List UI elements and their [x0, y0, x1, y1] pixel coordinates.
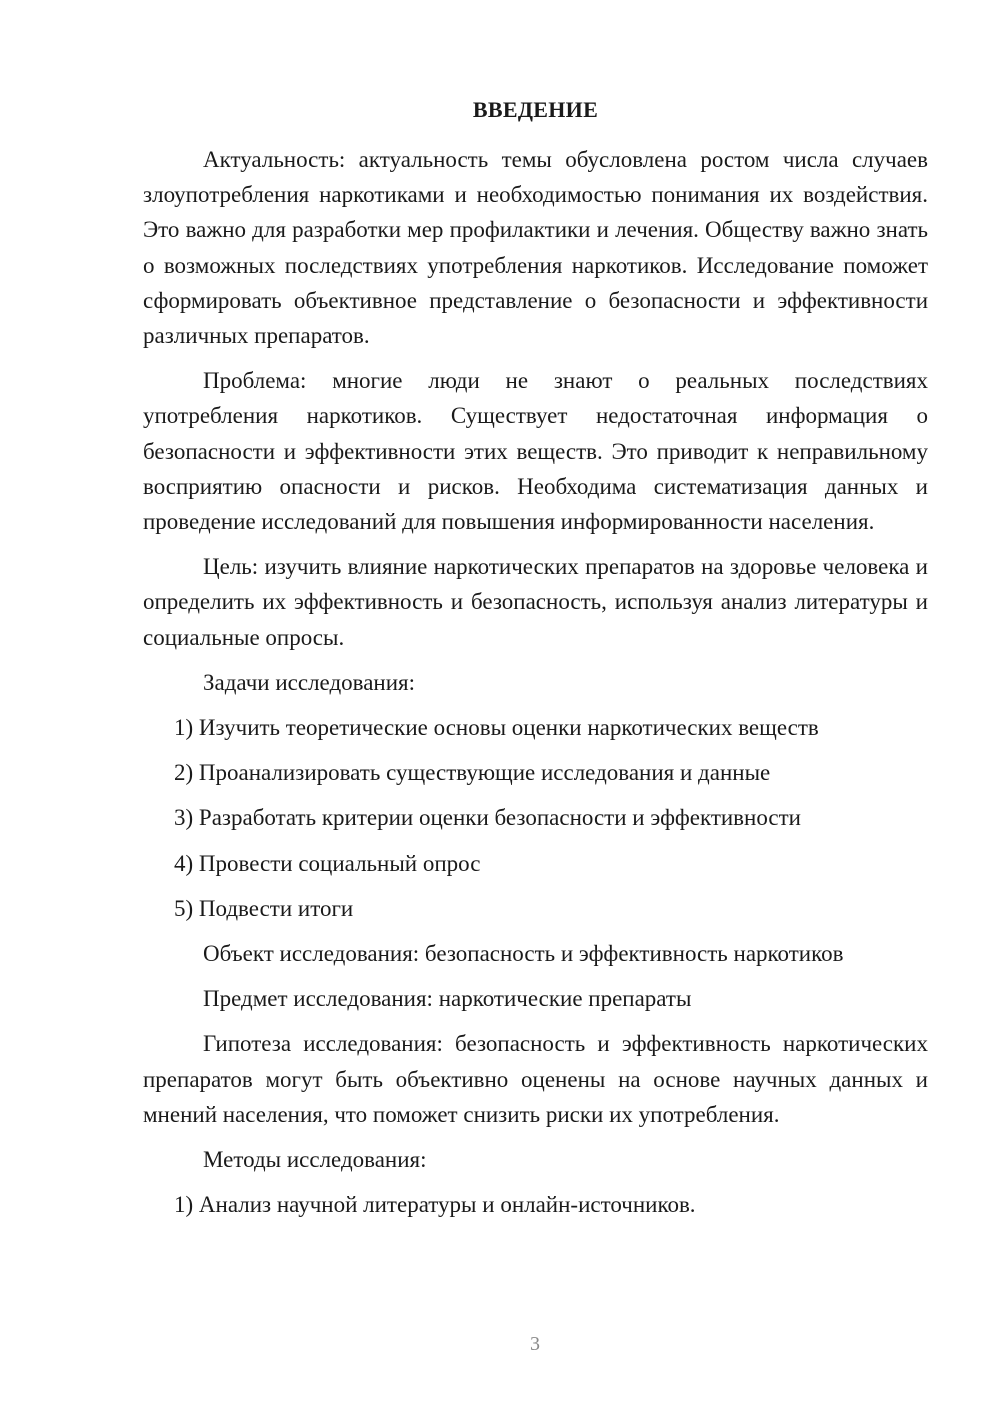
problem-paragraph: Проблема: многие люди не знают о реальных последствиях употребления наркотиков. Существует недостаточная информация о безопасности и эффективности этих веществ. Это приводит к неправильному восприятию опасности и рисков. Необходима систематизация данных и проведение исследований для повышения информированности населения.	[143, 368, 928, 535]
object-line: Объект исследования: безопасность и эффективность наркотиков	[203, 941, 844, 967]
document-body	[143, 94, 928, 1232]
tasks-title: Задачи исследования:	[203, 669, 416, 695]
methods-list	[143, 1187, 928, 1222]
list-item: 5) Подвести итоги	[174, 895, 354, 921]
methods-title: Методы исследования:	[203, 1147, 427, 1173]
list-item: 3) Разработать критерии оценки безопасности и эффективности	[174, 805, 801, 831]
goal-paragraph: Цель: изучить влияние наркотических препаратов на здоровье человека и определить их эффективность и безопасность, используя анализ литературы и социальные опросы.	[143, 554, 928, 650]
page-title: ВВЕДЕНИЕ	[472, 97, 599, 122]
relevance-paragraph: Актуальность: актуальность темы обусловлена ростом числа случаев злоупотребления наркотиками и необходимостью понимания их воздействия. Это важно для разработки мер профилактики и лечения. Обществу важно знать о возможных последствиях употребления наркотиков. Исследование поможет сформировать объективное представление о безопасности и эффективности различных препаратов.	[143, 147, 928, 349]
page-number: 3	[530, 1333, 540, 1355]
list-item: 2) Проанализировать существующие исследования и данные	[174, 760, 771, 786]
hypothesis-paragraph: Гипотеза исследования: безопасность и эффективность наркотических препаратов могут быть объективно оценены на основе научных данных и мнений населения, что поможет снизить риски их употребления.	[143, 1031, 928, 1127]
list-item: 1) Анализ научной литературы и онлайн-источников.	[174, 1192, 696, 1218]
list-item: 1) Изучить теоретические основы оценки наркотических веществ	[174, 715, 819, 741]
subject-line: Предмет исследования: наркотические препараты	[203, 986, 692, 1012]
list-item: 4) Провести социальный опрос	[174, 850, 481, 876]
tasks-list	[143, 710, 928, 926]
